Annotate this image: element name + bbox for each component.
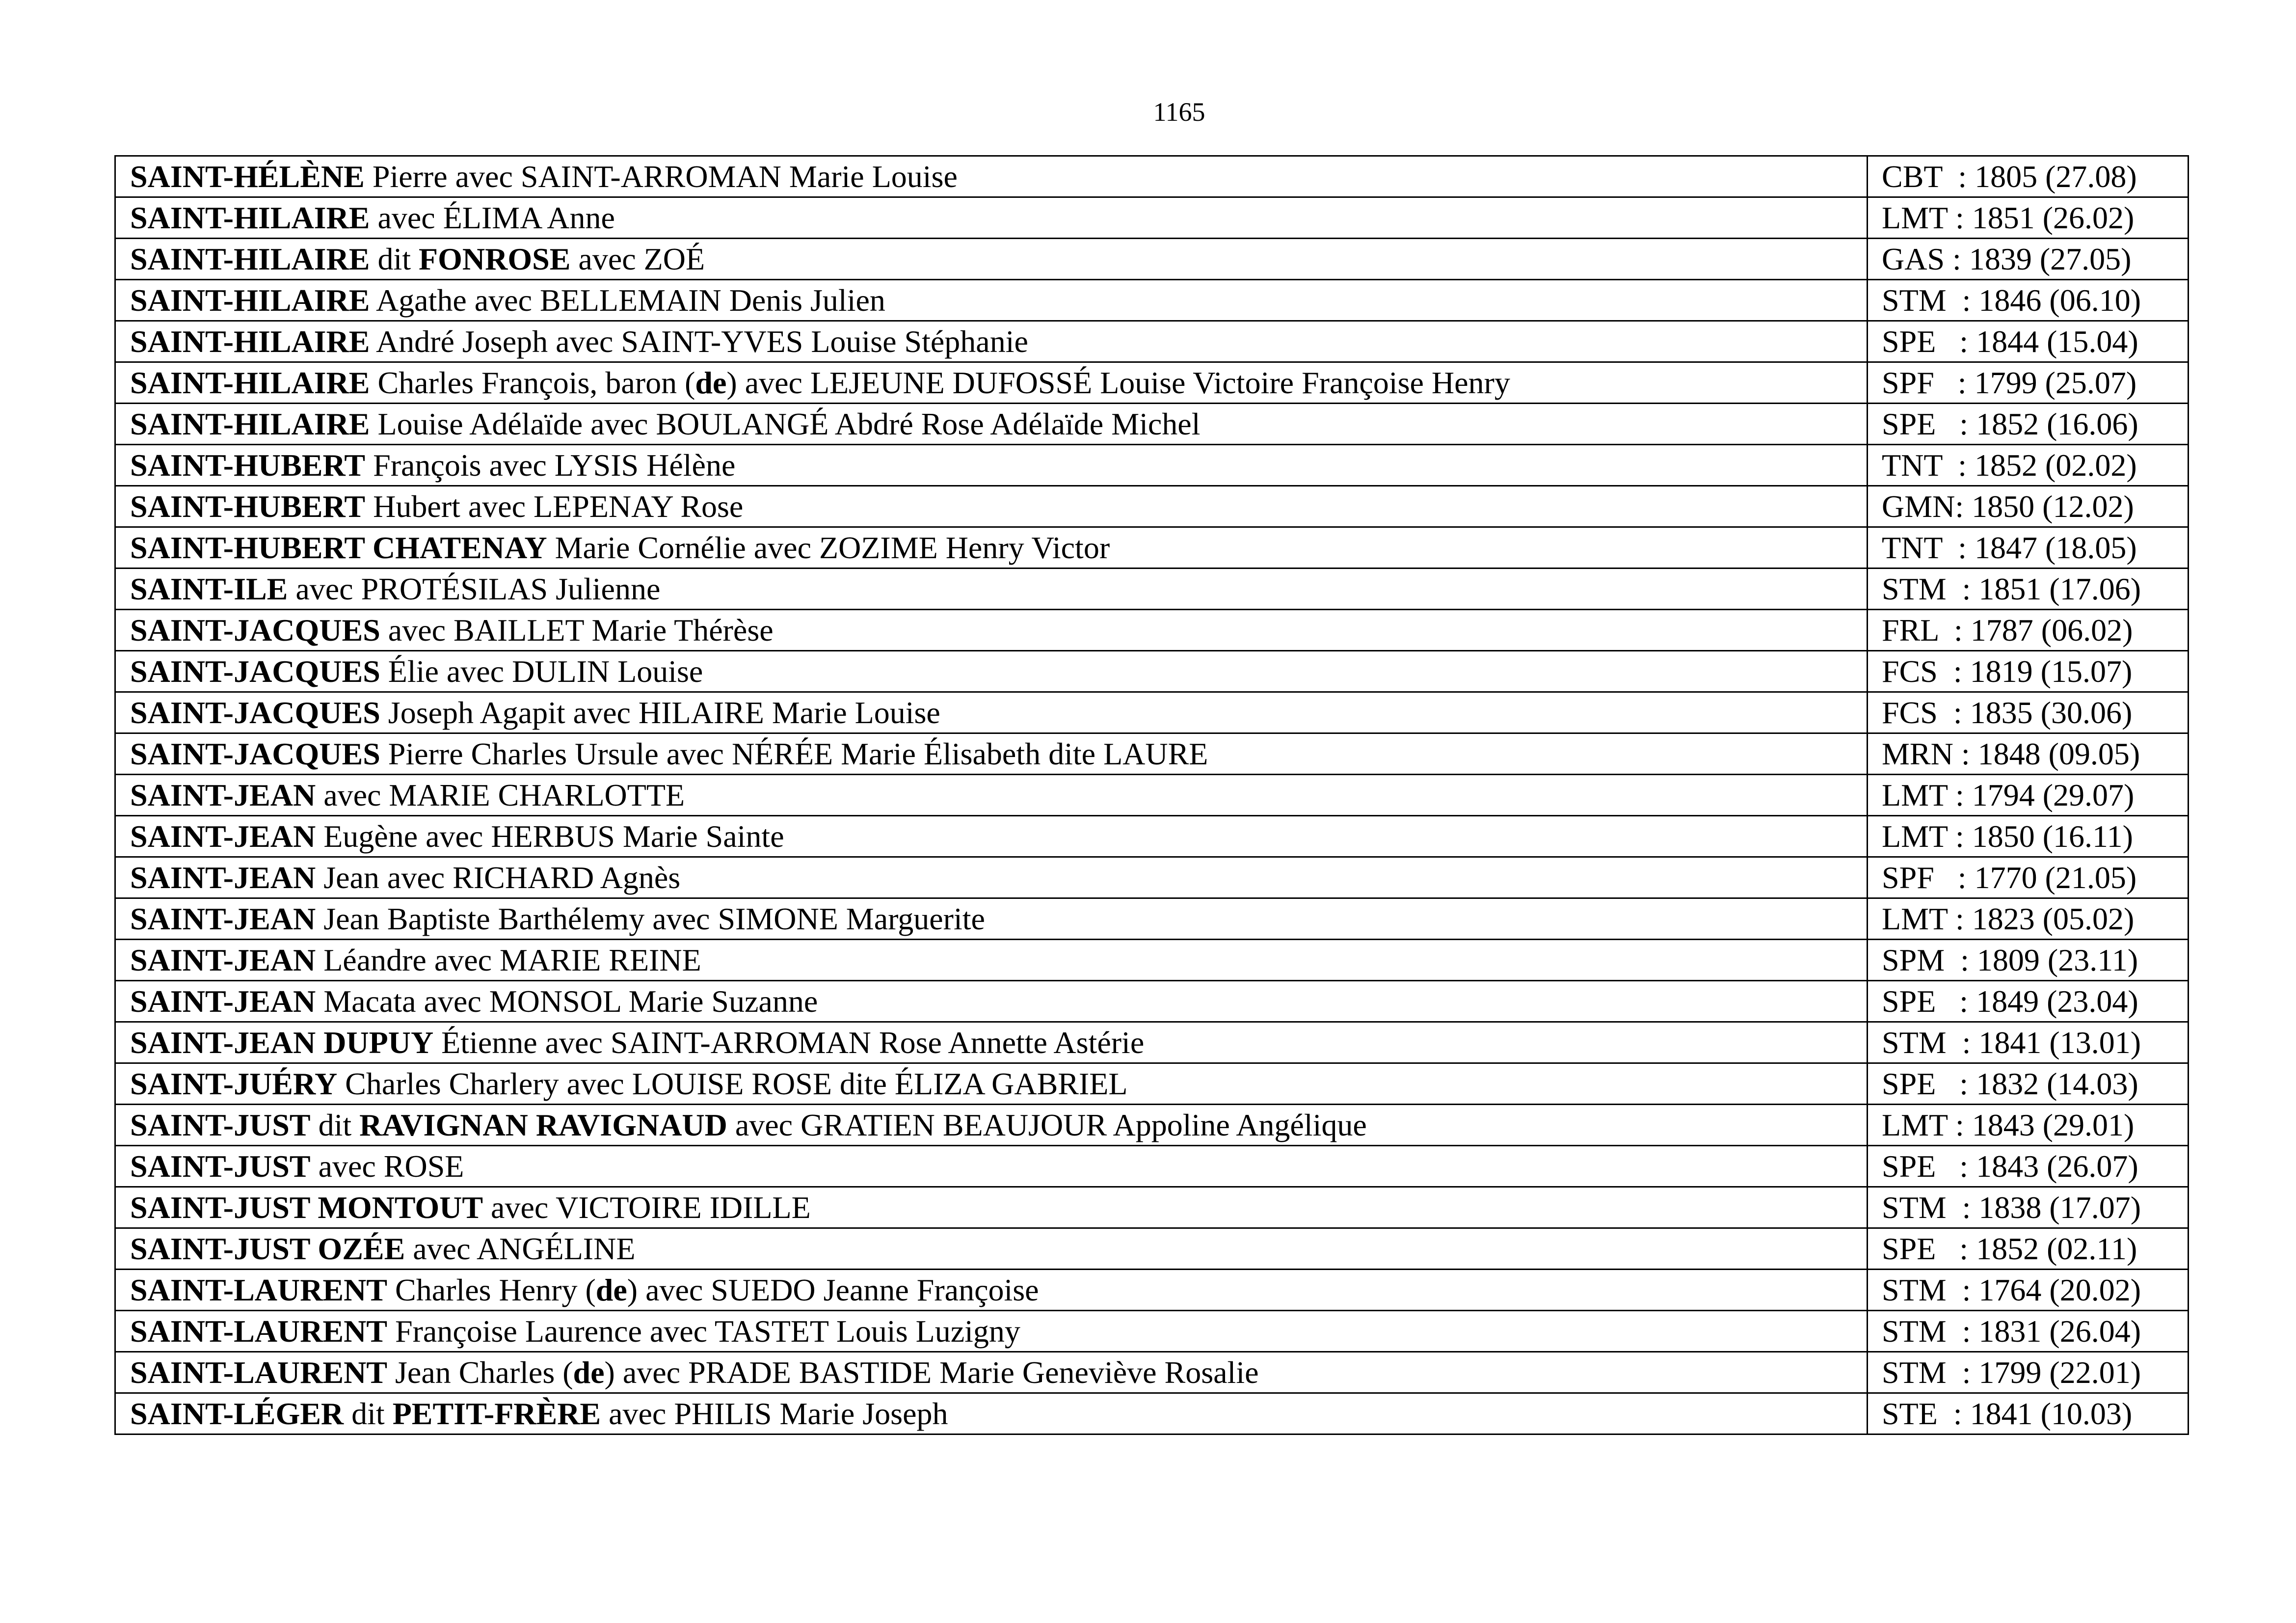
name-text: avec ROSE bbox=[310, 1148, 464, 1184]
parish-date-cell: STM : 1841 (13.01) bbox=[1868, 1022, 2189, 1063]
table-row bbox=[115, 321, 2189, 362]
table-row bbox=[115, 610, 2189, 651]
parish-date-cell: STM : 1838 (17.07) bbox=[1868, 1187, 2189, 1228]
surname-text: SAINT-LAURENT bbox=[130, 1272, 387, 1307]
marriage-index-body bbox=[115, 156, 2189, 1434]
surname-text: PETIT-FRÈRE bbox=[392, 1396, 601, 1431]
spouse-names-cell bbox=[115, 816, 1868, 857]
table-row bbox=[115, 816, 2189, 857]
table-row bbox=[115, 239, 2189, 280]
name-text: Hubert avec LEPENAY Rose bbox=[365, 488, 744, 524]
spouse-names-cell bbox=[115, 486, 1868, 527]
marriage-index-table bbox=[114, 155, 2189, 1435]
spouse-names-cell bbox=[115, 651, 1868, 692]
parish-date-cell: STM : 1846 (06.10) bbox=[1868, 280, 2189, 321]
parish-date-cell: SPE : 1832 (14.03) bbox=[1868, 1063, 2189, 1105]
name-text: Joseph Agapit avec HILAIRE Marie Louise bbox=[380, 695, 940, 730]
name-text: Charles Henry ( bbox=[387, 1272, 596, 1307]
table-row bbox=[115, 733, 2189, 775]
name-text: dit bbox=[310, 1107, 360, 1142]
parish-date-cell: LMT : 1850 (16.11) bbox=[1868, 816, 2189, 857]
surname-text: SAINT-LAURENT bbox=[130, 1354, 387, 1390]
table-row bbox=[115, 362, 2189, 404]
parish-date-cell: SPM : 1809 (23.11) bbox=[1868, 940, 2189, 981]
spouse-names-cell bbox=[115, 1311, 1868, 1352]
surname-text: SAINT-JACQUES bbox=[130, 736, 380, 771]
table-row bbox=[115, 1187, 2189, 1228]
table-row bbox=[115, 1352, 2189, 1393]
table-row bbox=[115, 486, 2189, 527]
name-text: François avec LYSIS Hélène bbox=[365, 447, 736, 483]
parish-date-cell: STM : 1764 (20.02) bbox=[1868, 1270, 2189, 1311]
parish-date-cell: LMT : 1851 (26.02) bbox=[1868, 197, 2189, 239]
spouse-names-cell bbox=[115, 1228, 1868, 1270]
spouse-names-cell bbox=[115, 775, 1868, 816]
parish-date-cell: STM : 1851 (17.06) bbox=[1868, 568, 2189, 610]
surname-text: RAVIGNAN RAVIGNAUD bbox=[359, 1107, 727, 1142]
spouse-names-cell bbox=[115, 445, 1868, 486]
surname-text: SAINT-HILAIRE bbox=[130, 365, 370, 400]
spouse-names-cell bbox=[115, 280, 1868, 321]
surname-text: SAINT-JEAN bbox=[130, 818, 316, 854]
name-text: dit bbox=[344, 1396, 393, 1431]
table-row bbox=[115, 651, 2189, 692]
spouse-names-cell bbox=[115, 156, 1868, 197]
name-text: Léandre avec MARIE REINE bbox=[316, 942, 701, 977]
parish-date-cell: TNT : 1852 (02.02) bbox=[1868, 445, 2189, 486]
surname-text: SAINT-ILE bbox=[130, 571, 288, 606]
spouse-names-cell bbox=[115, 857, 1868, 898]
parish-date-cell: STM : 1831 (26.04) bbox=[1868, 1311, 2189, 1352]
surname-text: SAINT-LAURENT bbox=[130, 1313, 387, 1349]
page-number: 1165 bbox=[1153, 97, 1205, 127]
surname-text: SAINT-JEAN bbox=[130, 860, 316, 895]
table-row bbox=[115, 1311, 2189, 1352]
spouse-names-cell bbox=[115, 1270, 1868, 1311]
spouse-names-cell bbox=[115, 239, 1868, 280]
table-row bbox=[115, 1228, 2189, 1270]
table-row bbox=[115, 1146, 2189, 1187]
table-row bbox=[115, 527, 2189, 568]
spouse-names-cell bbox=[115, 1105, 1868, 1146]
table-row bbox=[115, 1270, 2189, 1311]
table-row bbox=[115, 940, 2189, 981]
table-row bbox=[115, 775, 2189, 816]
spouse-names-cell bbox=[115, 527, 1868, 568]
surname-text: SAINT-JEAN DUPUY bbox=[130, 1025, 434, 1060]
table-row bbox=[115, 1022, 2189, 1063]
spouse-names-cell bbox=[115, 692, 1868, 733]
parish-date-cell: CBT : 1805 (27.08) bbox=[1868, 156, 2189, 197]
name-text: Jean avec RICHARD Agnès bbox=[316, 860, 681, 895]
spouse-names-cell bbox=[115, 940, 1868, 981]
name-text: Eugène avec HERBUS Marie Sainte bbox=[316, 818, 784, 854]
parish-date-cell: SPE : 1844 (15.04) bbox=[1868, 321, 2189, 362]
surname-text: FONROSE bbox=[419, 241, 571, 276]
spouse-names-cell bbox=[115, 898, 1868, 940]
parish-date-cell: SPE : 1852 (16.06) bbox=[1868, 404, 2189, 445]
spouse-names-cell bbox=[115, 362, 1868, 404]
parish-date-cell: SPE : 1849 (23.04) bbox=[1868, 981, 2189, 1022]
surname-text: SAINT-JACQUES bbox=[130, 653, 380, 689]
surname-text: SAINT-HILAIRE bbox=[130, 324, 370, 359]
surname-text: SAINT-JUST MONTOUT bbox=[130, 1190, 483, 1225]
surname-text: SAINT-HÉLÈNE bbox=[130, 159, 365, 194]
table-row bbox=[115, 898, 2189, 940]
name-text: Jean Charles ( bbox=[387, 1354, 573, 1390]
surname-text: SAINT-HILAIRE bbox=[130, 200, 370, 235]
table-row bbox=[115, 404, 2189, 445]
parish-date-cell: FRL : 1787 (06.02) bbox=[1868, 610, 2189, 651]
surname-text: SAINT-HILAIRE bbox=[130, 282, 370, 318]
table-row bbox=[115, 1393, 2189, 1434]
surname-text: SAINT-HUBERT bbox=[130, 488, 366, 524]
name-text: Louise Adélaïde avec BOULANGÉ Abdré Rose Adélaïde Michel bbox=[370, 406, 1201, 441]
parish-date-cell: TNT : 1847 (18.05) bbox=[1868, 527, 2189, 568]
surname-text: SAINT-JUST bbox=[130, 1107, 311, 1142]
surname-text: SAINT-JEAN bbox=[130, 983, 316, 1019]
parish-date-cell: GMN: 1850 (12.02) bbox=[1868, 486, 2189, 527]
surname-text: SAINT-JEAN bbox=[130, 942, 316, 977]
name-text: Pierre Charles Ursule avec NÉRÉE Marie Élisabeth dite LAURE bbox=[380, 736, 1208, 771]
parish-date-cell: LMT : 1823 (05.02) bbox=[1868, 898, 2189, 940]
name-text: André Joseph avec SAINT-YVES Louise Stéphanie bbox=[370, 324, 1028, 359]
surname-text: SAINT-JUST bbox=[130, 1148, 311, 1184]
name-text: Macata avec MONSOL Marie Suzanne bbox=[316, 983, 818, 1019]
name-text: avec ANGÉLINE bbox=[405, 1231, 636, 1266]
parish-date-cell: SPF : 1799 (25.07) bbox=[1868, 362, 2189, 404]
parish-date-cell: GAS : 1839 (27.05) bbox=[1868, 239, 2189, 280]
table-row bbox=[115, 692, 2189, 733]
surname-text: SAINT-JUÉRY bbox=[130, 1066, 338, 1101]
spouse-names-cell bbox=[115, 197, 1868, 239]
surname-text: SAINT-LÉGER bbox=[130, 1396, 344, 1431]
surname-text: SAINT-JEAN bbox=[130, 777, 316, 812]
name-text: Charles François, baron ( bbox=[370, 365, 695, 400]
spouse-names-cell bbox=[115, 1022, 1868, 1063]
name-text: Jean Baptiste Barthélemy avec SIMONE Marguerite bbox=[316, 901, 985, 936]
table-row bbox=[115, 280, 2189, 321]
spouse-names-cell bbox=[115, 1393, 1868, 1434]
name-text: avec ZOÉ bbox=[570, 241, 705, 276]
spouse-names-cell bbox=[115, 1146, 1868, 1187]
name-text: avec GRATIEN BEAUJOUR Appoline Angélique bbox=[727, 1107, 1367, 1142]
table-row bbox=[115, 197, 2189, 239]
surname-text: de bbox=[573, 1354, 605, 1390]
name-text: Charles Charlery avec LOUISE ROSE dite ÉLIZA GABRIEL bbox=[337, 1066, 1128, 1101]
parish-date-cell: LMT : 1843 (29.01) bbox=[1868, 1105, 2189, 1146]
spouse-names-cell bbox=[115, 1187, 1868, 1228]
spouse-names-cell bbox=[115, 1352, 1868, 1393]
name-text: ) avec LEJEUNE DUFOSSÉ Louise Victoire Françoise Henry bbox=[726, 365, 1510, 400]
table-row bbox=[115, 156, 2189, 197]
surname-text: SAINT-HILAIRE bbox=[130, 241, 370, 276]
parish-date-cell: SPF : 1770 (21.05) bbox=[1868, 857, 2189, 898]
parish-date-cell: SPE : 1843 (26.07) bbox=[1868, 1146, 2189, 1187]
spouse-names-cell bbox=[115, 733, 1868, 775]
table-row bbox=[115, 445, 2189, 486]
surname-text: SAINT-JEAN bbox=[130, 901, 316, 936]
name-text: Élie avec DULIN Louise bbox=[380, 653, 703, 689]
name-text: avec VICTOIRE IDILLE bbox=[483, 1190, 811, 1225]
name-text: avec MARIE CHARLOTTE bbox=[316, 777, 685, 812]
surname-text: SAINT-JACQUES bbox=[130, 695, 380, 730]
table-row bbox=[115, 857, 2189, 898]
parish-date-cell: LMT : 1794 (29.07) bbox=[1868, 775, 2189, 816]
spouse-names-cell bbox=[115, 981, 1868, 1022]
table-row bbox=[115, 1063, 2189, 1105]
surname-text: de bbox=[595, 1272, 627, 1307]
name-text: Agathe avec BELLEMAIN Denis Julien bbox=[370, 282, 885, 318]
surname-text: SAINT-HILAIRE bbox=[130, 406, 370, 441]
table-row bbox=[115, 1105, 2189, 1146]
spouse-names-cell bbox=[115, 568, 1868, 610]
name-text: ) avec PRADE BASTIDE Marie Geneviève Rosalie bbox=[604, 1354, 1259, 1390]
surname-text: SAINT-JUST OZÉE bbox=[130, 1231, 405, 1266]
name-text: avec PHILIS Marie Joseph bbox=[601, 1396, 948, 1431]
parish-date-cell: STE : 1841 (10.03) bbox=[1868, 1393, 2189, 1434]
surname-text: de bbox=[695, 365, 727, 400]
spouse-names-cell bbox=[115, 321, 1868, 362]
surname-text: SAINT-HUBERT bbox=[130, 447, 366, 483]
name-text: Pierre avec SAINT-ARROMAN Marie Louise bbox=[364, 159, 958, 194]
name-text: ) avec SUEDO Jeanne Françoise bbox=[627, 1272, 1039, 1307]
surname-text: SAINT-JACQUES bbox=[130, 612, 380, 648]
parish-date-cell: SPE : 1852 (02.11) bbox=[1868, 1228, 2189, 1270]
spouse-names-cell bbox=[115, 404, 1868, 445]
name-text: Françoise Laurence avec TASTET Louis Luzigny bbox=[387, 1313, 1020, 1349]
name-text: avec ÉLIMA Anne bbox=[370, 200, 615, 235]
table-row bbox=[115, 568, 2189, 610]
name-text: avec BAILLET Marie Thérèse bbox=[380, 612, 774, 648]
table-row bbox=[115, 981, 2189, 1022]
spouse-names-cell bbox=[115, 610, 1868, 651]
spouse-names-cell bbox=[115, 1063, 1868, 1105]
name-text: dit bbox=[370, 241, 419, 276]
surname-text: SAINT-HUBERT CHATENAY bbox=[130, 530, 547, 565]
parish-date-cell: MRN : 1848 (09.05) bbox=[1868, 733, 2189, 775]
name-text: avec PROTÉSILAS Julienne bbox=[288, 571, 661, 606]
name-text: Marie Cornélie avec ZOZIME Henry Victor bbox=[547, 530, 1110, 565]
name-text: Étienne avec SAINT-ARROMAN Rose Annette Astérie bbox=[433, 1025, 1145, 1060]
parish-date-cell: FCS : 1835 (30.06) bbox=[1868, 692, 2189, 733]
parish-date-cell: STM : 1799 (22.01) bbox=[1868, 1352, 2189, 1393]
parish-date-cell: FCS : 1819 (15.07) bbox=[1868, 651, 2189, 692]
